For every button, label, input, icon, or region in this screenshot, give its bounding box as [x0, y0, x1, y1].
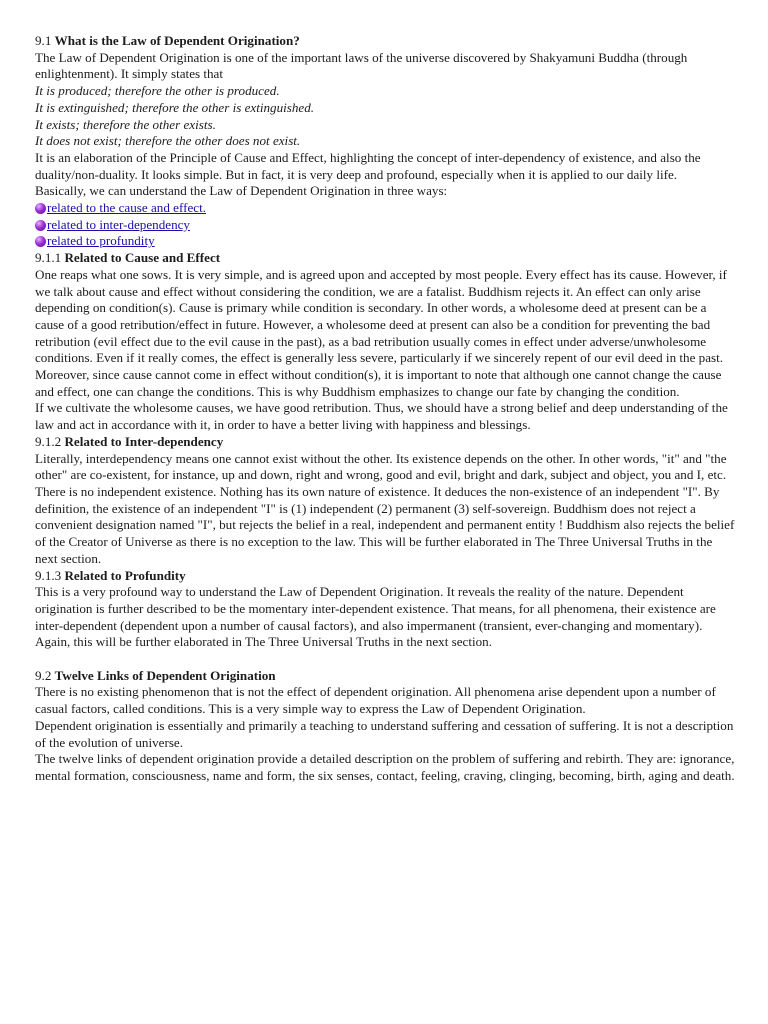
paragraph: The Law of Dependent Origination is one of the important laws of the universe discovered by Shakyamuni Buddha (through enlightenment). It simply states that [35, 49, 688, 82]
section-title: Twelve Links of Dependent Origination [54, 667, 276, 683]
link-cause-and-effect[interactable]: related to the cause and effect. [47, 200, 206, 216]
section-title: What is the Law of Dependent Origination? [54, 33, 300, 48]
statement-line: It does not exist; therefore the other does not exist. [35, 133, 301, 149]
link-inter-dependency[interactable]: related to inter-dependency [47, 216, 190, 232]
paragraph: Basically, we can understand the Law of Dependent Origination in three ways: [35, 183, 448, 199]
section-9-1-3-heading [35, 568, 737, 585]
section-9-1-heading [35, 33, 737, 50]
paragraph: Literally, interdependency means one cannot exist without the other. Its existence depends on the other. In other words, "it" and "the other" are co-existent, for instance, up and down, right and wrong, good and evil, bright and dark, subject and object, you and I, etc. There is no independent existence. Nothing has its own nature of existence. It deduces the non-existence of an independent "I". By definition, the existence of an independent "I" is (1) independent (2) permanent (3) self-sovereign. Buddhism does not reject a convenient designation named "I", but rejects the belief in a real, independent and permanent entity ! Buddhism also rejects the belief of the Creator of Universe as there is no exception to the law. This will be further elaborated in The Three Universal Truths in the next section. [35, 450, 735, 566]
paragraph: This is a very profound way to understand the Law of Dependent Origination. It reveals the reality of the nature. Dependent origination is further described to be the momentary inter-dependent existence. That means, for all phenomena, their existence are inter-dependent (dependent upon a number of causal factors), and also impermanent (transient, ever-changing and momentary). Again, this will be further elaborated in The Three Universal Truths in the next section. [35, 584, 716, 650]
spacer [35, 651, 737, 668]
paragraph: If we cultivate the wholesome causes, we have good retribution. Thus, we should have a strong belief and deep understanding of the law and act in accordance with it, in order to have a better living with happiness and blessings. [35, 400, 728, 433]
statement-line: It is produced; therefore the other is produced. [35, 83, 280, 99]
section-number: 9.1 [35, 33, 52, 48]
list-item [35, 217, 737, 234]
paragraph: It is an elaboration of the Principle of Cause and Effect, highlighting the concept of inter-dependency of existence, and also the duality/non-duality. It looks simple. But in fact, it is very deep and profound, especially when it is applied to our daily life. [35, 149, 701, 182]
section-9-1-2-heading [35, 434, 737, 451]
section-number: 9.1.2 [35, 433, 62, 449]
section-title: Related to Inter-dependency [64, 433, 224, 449]
list-item [35, 200, 737, 217]
statement-line: It exists; therefore the other exists. [35, 116, 216, 132]
paragraph: There is no existing phenomenon that is not the effect of dependent origination. All phenomena arise dependent upon a number of casual factors, called conditions. This is a very simple way to express the Law of Dependent Origination. [35, 684, 716, 717]
bullet-icon [35, 236, 46, 247]
section-9-1-1-heading [35, 250, 737, 267]
bullet-icon [35, 220, 46, 231]
document-body [35, 33, 737, 785]
section-title: Related to Profundity [64, 567, 186, 583]
section-number: 9.1.1 [35, 250, 62, 266]
section-9-2-heading [35, 668, 737, 685]
section-number: 9.2 [35, 667, 52, 683]
section-number: 9.1.3 [35, 567, 62, 583]
paragraph: One reaps what one sows. It is very simple, and is agreed upon and accepted by most people. Every effect has its cause. However, if we talk about cause and effect without considering the condition, we are a fatalist. Buddhism rejects it. An effect can only arise depending on condition(s). Cause is primary while condition is secondary. In other words, a wholesome deed at present can be a cause of a good retribution/effect in future. However, a wholesome deed at present can also be a condition for preventing the bad retribution (evil effect due to the evil cause in the past), as a bad retribution usually comes in effect under adverse/unwholesome conditions. Even if it really comes, the effect is generally less severe, particularly if we sincerely repent of our evil deed in the past. Moreover, since cause cannot come in effect without condition(s), it is important to note that although one cannot change the cause and effect, one can change the conditions. This is why Buddhism emphasizes to change our fate by changing the condition. [35, 266, 727, 399]
list-item [35, 233, 737, 250]
paragraph: Dependent origination is essentially and primarily a teaching to understand suffering and cessation of suffering. It is not a description of the evolution of universe. [35, 717, 734, 750]
section-title: Related to Cause and Effect [64, 250, 221, 266]
link-profundity[interactable]: related to profundity [47, 233, 155, 249]
paragraph: The twelve links of dependent origination provide a detailed description on the problem of suffering and rebirth. They are: ignorance, mental formation, consciousness, name and form, the six senses, contact, feeling, craving, clinging, becoming, birth, aging and death. [35, 751, 735, 783]
bullet-icon [35, 203, 46, 214]
statement-line: It is extinguished; therefore the other is extinguished. [35, 99, 315, 115]
